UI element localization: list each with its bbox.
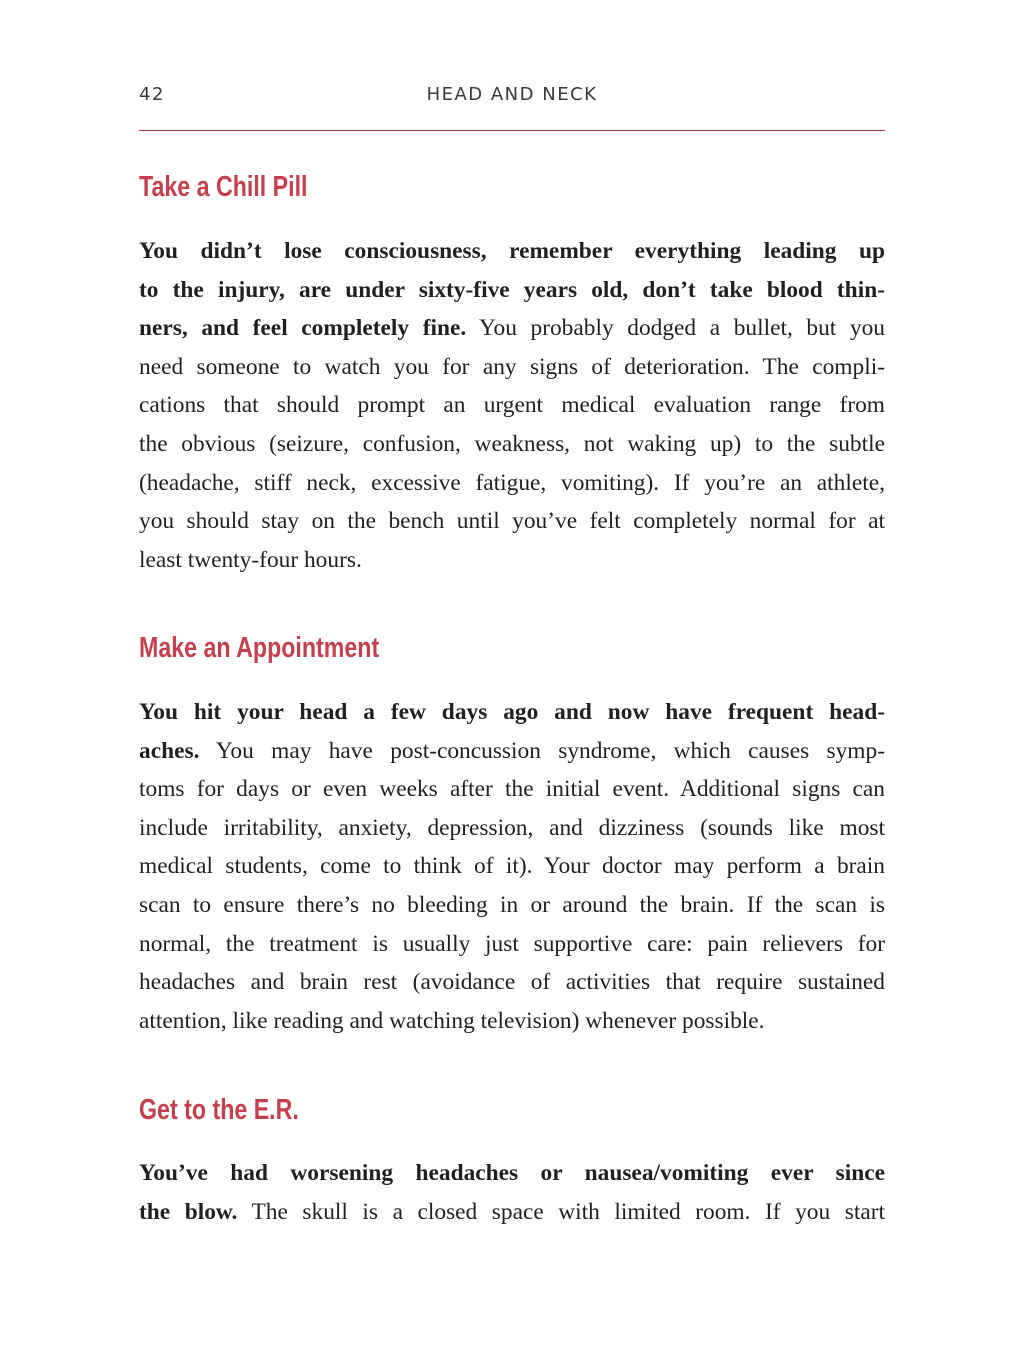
lead-in-text: You didn’t lose consciousness, remember everything leading up (139, 238, 885, 264)
lead-in-text: the blow. (139, 1198, 238, 1225)
lead-in-text: aches. (139, 737, 200, 764)
section-heading-take-a-chill-pill: Take a Chill Pill (139, 171, 308, 203)
body-text: you should stay on the bench until you’ve felt completely normal for at (139, 508, 885, 535)
body-text: toms for days or even weeks after the initial event. Additional signs can (139, 776, 885, 803)
text-line (139, 541, 885, 580)
lead-in-text: You’ve had worsening headaches or nausea/vomiting ever since (139, 1160, 885, 1186)
text-line (139, 348, 885, 387)
body-text: The skull is a closed space with limited room. If you start (237, 1198, 885, 1225)
text-line (139, 847, 885, 886)
text-line (139, 425, 885, 464)
body-text: medical students, come to think of it). Your doctor may perform a brain (139, 853, 885, 880)
page-number: 42 (139, 84, 165, 105)
text-line (139, 271, 885, 310)
body-text: normal, the treatment is usually just supportive care: pain relievers for (139, 930, 885, 957)
lead-in-text: ners, and feel completely fine. (139, 315, 467, 342)
running-head (139, 84, 885, 110)
body-text: include irritability, anxiety, depression, and dizziness (sounds like most (139, 814, 885, 841)
text-line (139, 732, 885, 771)
header-rule (139, 130, 885, 131)
text-line (139, 386, 885, 425)
text-line (139, 464, 885, 503)
body-text: You may have post-concussion syndrome, which causes symp- (199, 737, 885, 764)
body-text: (headache, stiff neck, excessive fatigue, vomiting). If you’re an athlete, (139, 469, 885, 496)
text-line (139, 1193, 885, 1232)
body-text: attention, like reading and watching television) whenever possible. (139, 1007, 765, 1034)
text-line (139, 232, 885, 271)
text-line (139, 1002, 885, 1041)
body-text: least twenty-four hours. (139, 546, 362, 573)
running-head-title: HEAD AND NECK (426, 84, 598, 105)
body-text: scan to ensure there’s no bleeding in or around the brain. If the scan is (139, 891, 885, 918)
text-line (139, 693, 885, 732)
text-line (139, 963, 885, 1002)
text-line (139, 770, 885, 809)
section-body-make-an-appointment (139, 693, 885, 1040)
lead-in-text: to the injury, are under sixty-five years old, don’t take blood thin- (139, 276, 885, 303)
body-text: headaches and brain rest (avoidance of activities that require sustained (139, 969, 885, 996)
body-text: You probably dodged a bullet, but you (466, 315, 885, 342)
lead-in-text: You hit your head a few days ago and now have frequent head- (139, 699, 885, 725)
text-line (139, 1154, 885, 1193)
section-heading-get-to-the-er: Get to the E.R. (139, 1094, 299, 1126)
section-body-get-to-the-er (139, 1154, 885, 1231)
text-line (139, 886, 885, 925)
text-line (139, 502, 885, 541)
body-text: need someone to watch you for any signs of deterioration. The compli- (139, 353, 885, 380)
body-text: the obvious (seizure, confusion, weakness, not waking up) to the subtle (139, 430, 885, 457)
text-line (139, 309, 885, 348)
text-line (139, 925, 885, 964)
section-body-take-a-chill-pill (139, 232, 885, 579)
text-line (139, 809, 885, 848)
body-text: cations that should prompt an urgent medical evaluation range from (139, 392, 885, 419)
section-heading-make-an-appointment: Make an Appointment (139, 632, 380, 664)
